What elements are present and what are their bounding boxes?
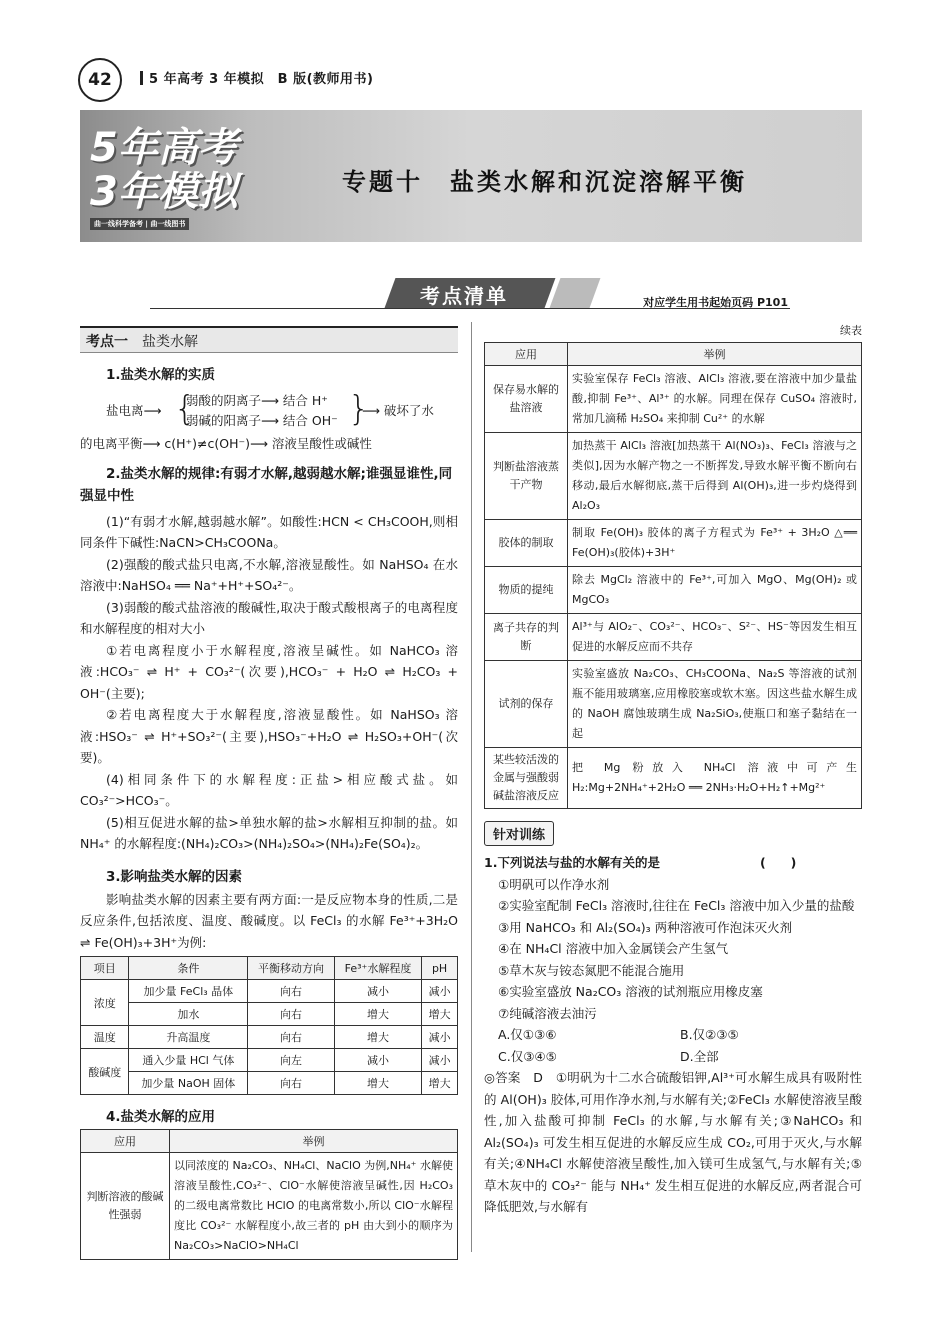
book-title: 5 年高考 3 年模拟 B 版(教师用书): [149, 72, 374, 87]
table-header: 条件: [129, 957, 248, 980]
heading-1: 1.盐类水解的实质: [106, 367, 216, 383]
table-header-row: [485, 343, 862, 366]
question-item: ⑦纯碱溶液去油污: [498, 1005, 597, 1021]
table-cell: 判断溶液的酸碱性强弱: [81, 1153, 170, 1260]
kaodian-title: 盐类水解: [142, 334, 198, 350]
table-cell: 向右: [248, 1003, 335, 1026]
group-cell: 浓度: [81, 980, 129, 1026]
option-c: C.仅③④⑤: [498, 1048, 557, 1064]
table-cell: 减小: [334, 1049, 421, 1072]
table-header: 举例: [568, 343, 862, 366]
table-cell: 制取 Fe(OH)₃ 胶体的离子方程式为 Fe³⁺ + 3H₂O △══ Fe(OH)₃(胶体)+3H⁺: [568, 520, 862, 567]
bracket-pre: 盐电离⟶: [106, 403, 162, 418]
logo-line1: 5年高考: [90, 125, 238, 171]
table-cell: 向右: [248, 1072, 335, 1095]
table-row: [81, 1153, 458, 1260]
topic-title: 专题十 盐类水解和沉淀溶解平衡: [342, 168, 747, 196]
section-header: [150, 278, 790, 310]
table-header-row: [81, 1130, 458, 1153]
table-cell: 判断盐溶液蒸干产物: [485, 433, 568, 520]
table-cell: 减小: [422, 1026, 458, 1049]
para-5: ②若电离程度大于水解程度,溶液显酸性。如 NaHSO₃ 溶液:HSO₃⁻ ⇌ H⁺+SO₃²⁻(主要),HSO₃⁻+H₂O ⇌ H₂SO₃+OH⁻(次要)。: [80, 707, 458, 765]
table-cell: 加水: [129, 1003, 248, 1026]
table-cell: 加热蒸干 AlCl₃ 溶液[加热蒸干 Al(NO₃)₃、FeCl₃ 溶液与之类似],因为水解产物之一不断挥发,导致水解平衡不断向右移动,最后水解彻底,蒸干后得到 Al(OH)₃,进一步灼烧得到 Al₂O₃: [568, 433, 862, 520]
left-column: [80, 326, 458, 1260]
brand-logo: [90, 126, 250, 236]
question-item: ①明矾可以作净水剂: [498, 876, 610, 892]
table-cell: 加少量 FeCl₃ 晶体: [129, 980, 248, 1003]
table-header: 应用: [485, 343, 568, 366]
kaodian-label: 考点一: [86, 334, 128, 350]
para-1: (1)“有弱才水解,越弱越水解”。如酸性:HCN < CH₃COOH,则相同条件下碱性:NaCN>CH₃COONa。: [80, 513, 458, 550]
table-cell: Al³⁺与 AlO₂⁻、CO₃²⁻、HCO₃⁻、S²⁻、HS⁻等因发生相互促进的水解反应而不共存: [568, 614, 862, 661]
table-cell: 向左: [248, 1049, 335, 1072]
table-header-row: [81, 957, 458, 980]
table-row: [485, 520, 862, 567]
heading-4: 4.盐类水解的应用: [106, 1109, 216, 1125]
table-cell: 通入少量 HCl 气体: [129, 1049, 248, 1072]
right-column: [484, 322, 862, 1218]
table-header: Fe³⁺水解程度: [334, 957, 421, 980]
topic-banner: [80, 110, 862, 242]
bracket-post: ⟶ 破坏了水: [362, 403, 434, 418]
table-cell: 增大: [422, 1072, 458, 1095]
logo-line2: 3年模拟: [90, 169, 238, 215]
heading-2: 2.盐类水解的规律:有弱才水解,越弱越水解;谁强显谁性,同强显中性: [80, 465, 453, 504]
application-table-continued: [484, 342, 862, 809]
para-6: (4)相同条件下的水解程度:正盐>相应酸式盐。如 CO₃²⁻>HCO₃⁻。: [80, 771, 458, 808]
question-stem: 1.下列说法与盐的水解有关的是 ( ): [484, 855, 797, 870]
head-bar: [140, 71, 143, 85]
table-cell: 升高温度: [129, 1026, 248, 1049]
page-number: 42: [78, 58, 122, 102]
table-cell: 实验室盛放 Na₂CO₃、CH₃COONa、Na₂S 等溶液的试剂瓶不能用玻璃塞,应用橡胶塞或软木塞。因这些盐水解生成的 NaOH 腐蚀玻璃生成 Na₂SiO₃,使瓶口和塞子黏结在一起: [568, 661, 862, 748]
logo-tag: 曲一线科学备考 | 曲一线图书: [90, 218, 189, 230]
table-row: [485, 748, 862, 809]
para-3: (3)弱酸的酸式盐溶液的酸碱性,取决于酸式酸根离子的电离程度和水解程度的相对大小: [80, 599, 458, 636]
table-cell: 减小: [334, 980, 421, 1003]
table-row: [485, 614, 862, 661]
table-cell: 试剂的保存: [485, 661, 568, 748]
practice-label: 针对训练: [484, 821, 554, 846]
answer-options: [484, 1024, 862, 1067]
para-8: 影响盐类水解的因素主要有两方面:一是反应物本身的性质,二是反应条件,包括浓度、温度、酸碱度。以 FeCl₃ 的水解 Fe³⁺+3H₂O ⇌ Fe(OH)₃+3H⁺为例:: [80, 891, 458, 950]
bracket-b: 弱碱的阳离子⟶ 结合 OH⁻: [186, 413, 338, 428]
para-4: ①若电离程度小于水解程度,溶液呈碱性。如 NaHCO₃ 溶液:HCO₃⁻ ⇌ H⁺ + CO₃²⁻(次要),HCO₃⁻ + H₂O ⇌ H₂CO₃ + OH⁻(主要);: [80, 642, 458, 701]
table-cell: 把 Mg 粉放入 NH₄Cl 溶液中可产生 H₂:Mg+2NH₄⁺+2H₂O ══ 2NH₃·H₂O+H₂↑+Mg²⁺: [568, 748, 862, 809]
table-row: [81, 1026, 458, 1049]
table-cell: 胶体的制取: [485, 520, 568, 567]
table-cell: 减小: [422, 980, 458, 1003]
table-cell: 向右: [248, 1026, 335, 1049]
question-item: ②实验室配制 FeCl₃ 溶液时,往往在 FeCl₃ 溶液中加入少量的盐酸: [498, 898, 855, 913]
table-row: [81, 1072, 458, 1095]
table-cell: 增大: [422, 1003, 458, 1026]
table-cell: 增大: [334, 1026, 421, 1049]
table-header: 举例: [170, 1130, 458, 1153]
table-cell: 实验室保存 FeCl₃ 溶液、AlCl₃ 溶液,要在溶液中加少量盐酸,抑制 Fe³⁺、Al³⁺ 的水解。同理在保存 CuSO₄ 溶液时,常加几滴稀 H₂SO₄ 来抑制 Cu²⁺ 的水解: [568, 366, 862, 433]
question-1: [484, 852, 862, 1218]
table-cell: 保存易水解的盐溶液: [485, 366, 568, 433]
right-brace: }: [348, 389, 370, 429]
kaodian-header: [80, 326, 458, 353]
table-cell: 减小: [422, 1049, 458, 1072]
bracket-a: 弱酸的阴离子⟶ 结合 H⁺: [186, 393, 328, 408]
essence-tail: 的电离平衡⟶ c(H⁺)≠c(OH⁻)⟶ 溶液呈酸性或碱性: [80, 436, 372, 451]
question-item: ⑤草木灰与铵态氮肥不能混合施用: [498, 962, 685, 978]
option-d: D.全部: [680, 1048, 719, 1064]
option-b: B.仅②③⑤: [680, 1027, 739, 1042]
table-header: 平衡移动方向: [248, 957, 335, 980]
table-cell: 增大: [334, 1003, 421, 1026]
table-cell: 除去 MgCl₂ 溶液中的 Fe³⁺,可加入 MgO、Mg(OH)₂ 或 MgCO₃: [568, 567, 862, 614]
table-cell: 加少量 NaOH 固体: [129, 1072, 248, 1095]
table-cell: 以同浓度的 Na₂CO₃、NH₄Cl、NaClO 为例,NH₄⁺ 水解使溶液呈酸性,CO₃²⁻、ClO⁻水解使溶液呈碱性,因 H₂CO₃ 的二级电离常数比 HClO 的电离常数小,所以 ClO⁻水解程度比 CO₃²⁻ 水解程度小,故三者的 pH 由大到小的顺序为 Na₂CO₃>NaClO>NH₄Cl: [170, 1153, 458, 1260]
section-shape-accent: [550, 278, 601, 308]
continued-label: 续表: [840, 324, 862, 337]
table-row: [485, 433, 862, 520]
running-head: [140, 68, 374, 87]
para-2: (2)强酸的酸式盐只电离,不水解,溶液显酸性。如 NaHSO₄ 在水溶液中:NaHSO₄ ══ Na⁺+H⁺+SO₄²⁻。: [80, 556, 458, 593]
option-a: A.仅①③⑥: [498, 1027, 557, 1042]
answer-explanation: ◎答案 D ①明矾为十二水合硫酸铝钾,Al³⁺可水解生成具有吸附性的 Al(OH)₃ 胶体,可用作净水剂,与水解有关;②FeCl₃ 水解使溶液呈酸性,加入盐酸可抑制 FeCl₃ 的水解,与水解有关;③NaHCO₃ 和 Al₂(SO₄)₃ 可发生相互促进的水解反应生成 CO₂,可用于灭火,与水解有关;④NH₄Cl 水解使溶液呈酸性,加入镁可生成氢气,与水解有关;⑤草木灰中的 CO₃²⁻ 能与 NH₄⁺ 发生相互促进的水解反应,两者混合可降低肥效,与水解有: [484, 1070, 862, 1214]
table-cell: 物质的提纯: [485, 567, 568, 614]
table-cell: 向右: [248, 980, 335, 1003]
table-row: [81, 1003, 458, 1026]
group-cell: 温度: [81, 1026, 129, 1049]
heading-3: 3.影响盐类水解的因素: [106, 868, 243, 885]
table-cell: 离子共存的判断: [485, 614, 568, 661]
factors-table: [80, 956, 458, 1095]
application-table: [80, 1129, 458, 1260]
table-header: 项目: [81, 957, 129, 980]
left-brace: {: [174, 389, 196, 429]
table-header: 应用: [81, 1130, 170, 1153]
table-row: [485, 366, 862, 433]
question-item: ⑥实验室盛放 Na₂CO₃ 溶液的试剂瓶应用橡皮塞: [498, 984, 763, 999]
question-item: ④在 NH₄Cl 溶液中加入金属镁会产生氢气: [498, 941, 729, 956]
column-divider: [471, 322, 472, 1252]
group-cell: 酸碱度: [81, 1049, 129, 1095]
table-row: [485, 661, 862, 748]
question-item: ③用 NaHCO₃ 和 Al₂(SO₄)₃ 两种溶液可作泡沫灭火剂: [498, 919, 793, 935]
table-cell: 增大: [334, 1072, 421, 1095]
table-header: pH: [422, 957, 458, 980]
table-row: [81, 980, 458, 1003]
table-row: [81, 1049, 458, 1072]
section-ref: 对应学生用书起始页码 P101: [643, 296, 788, 309]
section-title: 考点清单: [420, 284, 508, 308]
table-row: [485, 567, 862, 614]
table-cell: 某些较活泼的金属与强酸弱碱盐溶液反应: [485, 748, 568, 809]
para-7: (5)相互促进水解的盐>单独水解的盐>水解相互抑制的盐。如 NH₄⁺ 的水解程度:(NH₄)₂CO₃>(NH₄)₂SO₄>(NH₄)₂Fe(SO₄)₂。: [80, 814, 458, 851]
ionization-diagram: [80, 389, 458, 433]
